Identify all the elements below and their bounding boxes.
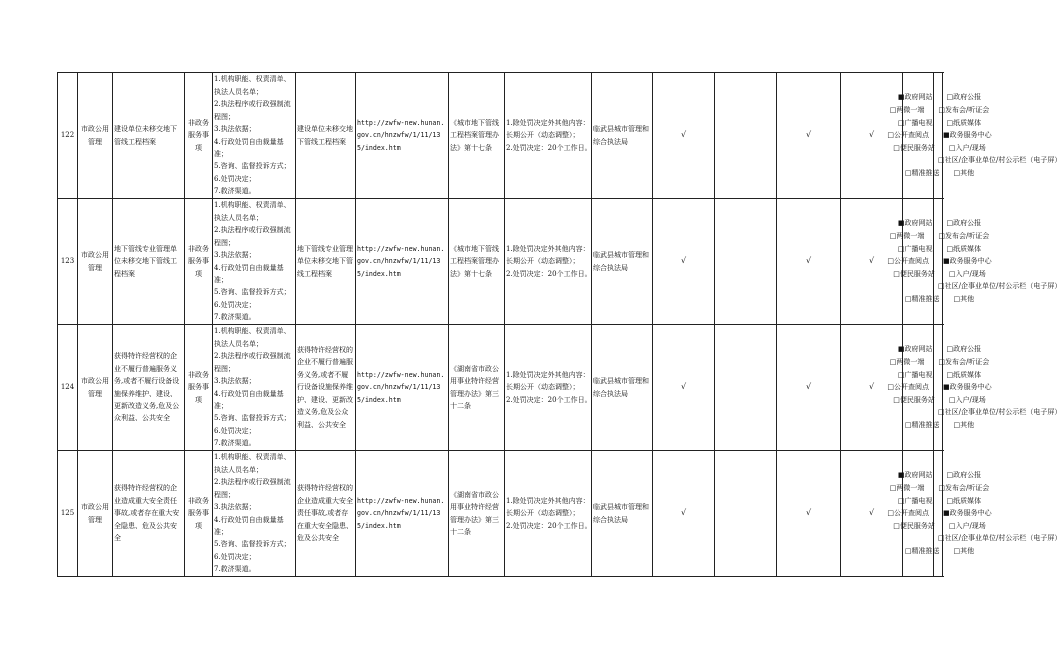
- check-mark-a: √: [653, 451, 715, 577]
- channel-option: □精准推送: [904, 546, 940, 555]
- basis-line: 3.执法依据；: [214, 251, 256, 260]
- channel-option: ■政务服务中心: [943, 257, 992, 266]
- channel-option: □两微一端: [889, 358, 925, 367]
- content-cell: 获得特许经营权的企业造成重大安全责任事故,或者存在重大安全隐患、危及公共安全: [296, 451, 356, 577]
- basis-line: 4.行政处罚自由裁量基: [214, 137, 284, 146]
- period-cell: [505, 325, 592, 451]
- channel-line: [889, 230, 990, 243]
- check-mark-a: √: [653, 73, 715, 199]
- table-row: [58, 451, 943, 577]
- channel-line: [938, 154, 1061, 167]
- channel-line: [889, 104, 990, 117]
- basis-line: 7.救济渠道。: [214, 439, 256, 448]
- channel-option: □公开查阅点: [887, 509, 929, 518]
- channel-line: [897, 217, 982, 230]
- basis-line: 执法人员名单；: [214, 465, 263, 474]
- basis-line: 6.处罚决定；: [214, 552, 256, 561]
- channel-option: □政府公报: [946, 93, 982, 102]
- channel-option: ■政务服务中心: [943, 509, 992, 518]
- basis-line: 准；: [214, 149, 228, 158]
- channel-option: □两微一端: [889, 484, 925, 493]
- channel-line: [938, 280, 1061, 293]
- basis-line: 1.机构职能、权责清单、: [214, 453, 291, 462]
- channel-option: □两微一端: [889, 232, 925, 241]
- basis-line: 1.机构职能、权责清单、: [214, 75, 291, 84]
- disclosure-table-sheet: [57, 72, 1061, 577]
- subject-cell: 非政务服务事项: [185, 73, 213, 199]
- channel-line: [904, 419, 975, 432]
- period-cell: [505, 199, 592, 325]
- item-name-cell: 地下管线专业管理单位未移交地下管线工程档案: [113, 199, 185, 325]
- check-mark-c: √: [841, 199, 903, 325]
- basis-line: 执法人员名单；: [214, 339, 263, 348]
- channel-line: [887, 381, 992, 394]
- basis-line: 准；: [214, 401, 228, 410]
- period-line: 1.除处罚决定外其他内容：: [506, 370, 590, 379]
- channel-option: □两微一端: [889, 106, 925, 115]
- empty-cell: [715, 199, 777, 325]
- basis-line: 1.机构职能、权责清单、: [214, 201, 291, 210]
- channel-option: □入户/现场: [948, 521, 986, 530]
- channel-option: □精准推送: [904, 294, 940, 303]
- channel-option: ■政务服务中心: [943, 131, 992, 140]
- check-mark-a: √: [653, 199, 715, 325]
- basis-line: 7.救济渠道。: [214, 313, 256, 322]
- channel-option: □便民服务站: [893, 143, 935, 152]
- basis-line: 3.执法依据；: [214, 377, 256, 386]
- period-line: 长期公开（动态调整）；: [506, 509, 580, 518]
- basis-line: 5.咨询、监督投诉方式；: [214, 540, 291, 549]
- basis-line: 3.执法依据；: [214, 503, 256, 512]
- period-line: 1.除处罚决定外其他内容：: [506, 244, 590, 253]
- channel-option: □其他: [953, 420, 975, 429]
- channel-option: □纸质媒体: [946, 496, 982, 505]
- channel-option: □发布会/听证会: [938, 232, 990, 241]
- channel-option: □纸质媒体: [946, 244, 982, 253]
- dept-cell: 临武县城市管理和综合执法局: [592, 199, 653, 325]
- basis-line: 6.处罚决定；: [214, 174, 256, 183]
- channels-cell: [887, 73, 1061, 199]
- subject-cell: 非政务服务事项: [185, 199, 213, 325]
- basis-line: 5.咨询、监督投诉方式；: [214, 414, 291, 423]
- basis-line: 4.行政处罚自由裁量基: [214, 389, 284, 398]
- channel-option: □入户/现场: [948, 395, 986, 404]
- channel-option: □纸质媒体: [946, 370, 982, 379]
- basis-line: 4.行政处罚自由裁量基: [214, 263, 284, 272]
- channel-option: □入户/现场: [948, 269, 986, 278]
- url-cell[interactable]: http://zwfw-new.hunan.gov.cn/hnzwfw/1/11/135/index.htm: [356, 325, 449, 451]
- disclosure-table: [57, 72, 1061, 577]
- channels-cell: [887, 451, 1061, 577]
- row-number: 125: [58, 451, 78, 577]
- channel-option: □社区/企事业单位/村公示栏（电子屏）: [938, 534, 1061, 543]
- channel-line: [938, 532, 1061, 545]
- channel-option: □其他: [953, 294, 975, 303]
- channel-option: □广播电视: [897, 370, 933, 379]
- basis-line: 6.处罚决定；: [214, 426, 256, 435]
- period-line: 长期公开（动态调整）；: [506, 383, 580, 392]
- channel-option: □其他: [953, 168, 975, 177]
- channel-line: [897, 91, 982, 104]
- channel-option: □政府公报: [946, 219, 982, 228]
- channel-option: □广播电视: [897, 244, 933, 253]
- channel-option: ■政府网站: [897, 219, 933, 228]
- period-line: 长期公开（动态调整）；: [506, 257, 580, 266]
- check-mark-b: √: [777, 73, 841, 199]
- channel-line: [897, 343, 982, 356]
- category-cell: 市政公用管理: [78, 73, 113, 199]
- dept-cell: 临武县城市管理和综合执法局: [592, 325, 653, 451]
- channel-line: [893, 520, 986, 533]
- channel-line: [893, 394, 986, 407]
- basis-cell: [213, 451, 296, 577]
- dept-cell: 临武县城市管理和综合执法局: [592, 451, 653, 577]
- channel-option: □入户/现场: [948, 143, 986, 152]
- channel-option: □社区/企事业单位/村公示栏（电子屏）: [938, 408, 1061, 417]
- channel-option: □便民服务站: [893, 521, 935, 530]
- period-cell: [505, 451, 592, 577]
- channel-option: □政府公报: [946, 345, 982, 354]
- period-line: 1.除处罚决定外其他内容：: [506, 118, 590, 127]
- channel-line: [889, 356, 990, 369]
- channel-option: □公开查阅点: [887, 257, 929, 266]
- channel-line: [897, 117, 982, 130]
- channel-option: □公开查阅点: [887, 383, 929, 392]
- check-mark-c: √: [841, 73, 903, 199]
- period-line: 2.处罚决定：20个工作日。: [506, 395, 592, 404]
- category-cell: 市政公用管理: [78, 325, 113, 451]
- basis-line: 程图；: [214, 364, 235, 373]
- law-cell: 《城市地下管线工程档案管理办法》第十七条: [449, 73, 505, 199]
- law-cell: 《湖南省市政公用事业特许经营管理办法》第三十二条: [449, 325, 505, 451]
- channel-option: □纸质媒体: [946, 118, 982, 127]
- category-cell: 市政公用管理: [78, 199, 113, 325]
- dept-cell: 临武县城市管理和综合执法局: [592, 73, 653, 199]
- basis-line: 5.咨询、监督投诉方式；: [214, 288, 291, 297]
- channel-option: □广播电视: [897, 118, 933, 127]
- basis-line: 1.机构职能、权责清单、: [214, 327, 291, 336]
- basis-cell: [213, 199, 296, 325]
- basis-line: 6.处罚决定；: [214, 300, 256, 309]
- channel-line: [893, 142, 986, 155]
- channel-option: □广播电视: [897, 496, 933, 505]
- channel-option: □政府公报: [946, 471, 982, 480]
- channel-option: □社区/企事业单位/村公示栏（电子屏）: [938, 156, 1061, 165]
- table-body: [58, 73, 1061, 577]
- law-cell: 《城市地下管线工程档案管理办法》第十七条: [449, 199, 505, 325]
- table-row: [58, 73, 943, 199]
- basis-line: 准；: [214, 527, 228, 536]
- channel-line: [887, 507, 992, 520]
- basis-line: 执法人员名单；: [214, 87, 263, 96]
- url-cell[interactable]: http://zwfw-new.hunan.gov.cn/hnzwfw/1/11/135/index.htm: [356, 199, 449, 325]
- item-name-cell: 建设单位未移交地下管线工程档案: [113, 73, 185, 199]
- url-cell[interactable]: http://zwfw-new.hunan.gov.cn/hnzwfw/1/11/135/index.htm: [356, 73, 449, 199]
- row-number: 124: [58, 325, 78, 451]
- basis-line: 2.执法程序或行政强制流: [214, 226, 291, 235]
- channel-line: [938, 406, 1061, 419]
- content-cell: 地下管线专业管理单位未移交地下管线工程档案: [296, 199, 356, 325]
- table-row: [58, 325, 943, 451]
- period-line: 2.处罚决定：20个工作日。: [506, 143, 592, 152]
- basis-cell: [213, 73, 296, 199]
- channel-line: [904, 293, 975, 306]
- row-number: 123: [58, 199, 78, 325]
- channel-line: [889, 482, 990, 495]
- basis-line: 准；: [214, 275, 228, 284]
- channel-option: □公开查阅点: [887, 131, 929, 140]
- basis-line: 3.执法依据；: [214, 125, 256, 134]
- content-cell: 获得特许经营权的企业不履行普遍服务义务,或者不履行设备设施保养维护、建设、更新改造义务,危及公众利益、公共安全: [296, 325, 356, 451]
- category-cell: 市政公用管理: [78, 451, 113, 577]
- period-cell: [505, 73, 592, 199]
- period-line: 1.除处罚决定外其他内容：: [506, 496, 590, 505]
- channels-cell: [887, 199, 1061, 325]
- basis-line: 4.行政处罚自由裁量基: [214, 515, 284, 524]
- channel-option: ■政务服务中心: [943, 383, 992, 392]
- channel-option: □其他: [953, 546, 975, 555]
- channel-option: ■政府网站: [897, 471, 933, 480]
- channel-line: [904, 167, 975, 180]
- law-cell: 《湖南省市政公用事业特许经营管理办法》第三十二条: [449, 451, 505, 577]
- period-line: 2.处罚决定：20个工作日。: [506, 269, 592, 278]
- check-mark-b: √: [777, 199, 841, 325]
- subject-cell: 非政务服务事项: [185, 451, 213, 577]
- period-line: 2.处罚决定：20个工作日。: [506, 521, 592, 530]
- basis-line: 程图；: [214, 238, 235, 247]
- check-mark-c: √: [841, 325, 903, 451]
- channel-option: □发布会/听证会: [938, 106, 990, 115]
- basis-line: 7.救济渠道。: [214, 565, 256, 574]
- channel-option: □精准推送: [904, 168, 940, 177]
- channel-line: [897, 369, 982, 382]
- url-cell[interactable]: http://zwfw-new.hunan.gov.cn/hnzwfw/1/11/135/index.htm: [356, 451, 449, 577]
- basis-line: 2.执法程序或行政强制流: [214, 352, 291, 361]
- basis-cell: [213, 325, 296, 451]
- period-line: 长期公开（动态调整）；: [506, 131, 580, 140]
- basis-line: 执法人员名单；: [214, 213, 263, 222]
- channel-option: □便民服务站: [893, 269, 935, 278]
- check-mark-a: √: [653, 325, 715, 451]
- channel-line: [893, 268, 986, 281]
- channel-option: □社区/企事业单位/村公示栏（电子屏）: [938, 282, 1061, 291]
- channel-option: ■政府网站: [897, 345, 933, 354]
- channel-line: [904, 545, 975, 558]
- channel-option: □发布会/听证会: [938, 358, 990, 367]
- empty-cell: [715, 325, 777, 451]
- empty-cell: [715, 73, 777, 199]
- basis-line: 程图；: [214, 112, 235, 121]
- basis-line: 2.执法程序或行政强制流: [214, 478, 291, 487]
- table-row: [58, 199, 943, 325]
- basis-line: 2.执法程序或行政强制流: [214, 100, 291, 109]
- channel-line: [897, 495, 982, 508]
- empty-cell: [715, 451, 777, 577]
- content-cell: 建设单位未移交地下管线工程档案: [296, 73, 356, 199]
- channel-line: [897, 469, 982, 482]
- basis-line: 7.救济渠道。: [214, 187, 256, 196]
- check-mark-b: √: [777, 451, 841, 577]
- subject-cell: 非政务服务事项: [185, 325, 213, 451]
- item-name-cell: 获得特许经营权的企业造成重大安全责任事故,或者存在重大安全隐患、危及公共安全: [113, 451, 185, 577]
- check-mark-c: √: [841, 451, 903, 577]
- channel-line: [897, 243, 982, 256]
- basis-line: 5.咨询、监督投诉方式；: [214, 162, 291, 171]
- item-name-cell: 获得特许经营权的企业不履行普遍服务义务,或者不履行设备设施保养维护、建设、更新改造义务,危及公众利益、公共安全: [113, 325, 185, 451]
- channel-line: [887, 129, 992, 142]
- check-mark-b: √: [777, 325, 841, 451]
- basis-line: 程图；: [214, 490, 235, 499]
- row-number: 122: [58, 73, 78, 199]
- channels-cell: [887, 325, 1061, 451]
- channel-option: □发布会/听证会: [938, 484, 990, 493]
- channel-option: ■政府网站: [897, 93, 933, 102]
- channel-line: [887, 255, 992, 268]
- channel-option: □精准推送: [904, 420, 940, 429]
- channel-option: □便民服务站: [893, 395, 935, 404]
